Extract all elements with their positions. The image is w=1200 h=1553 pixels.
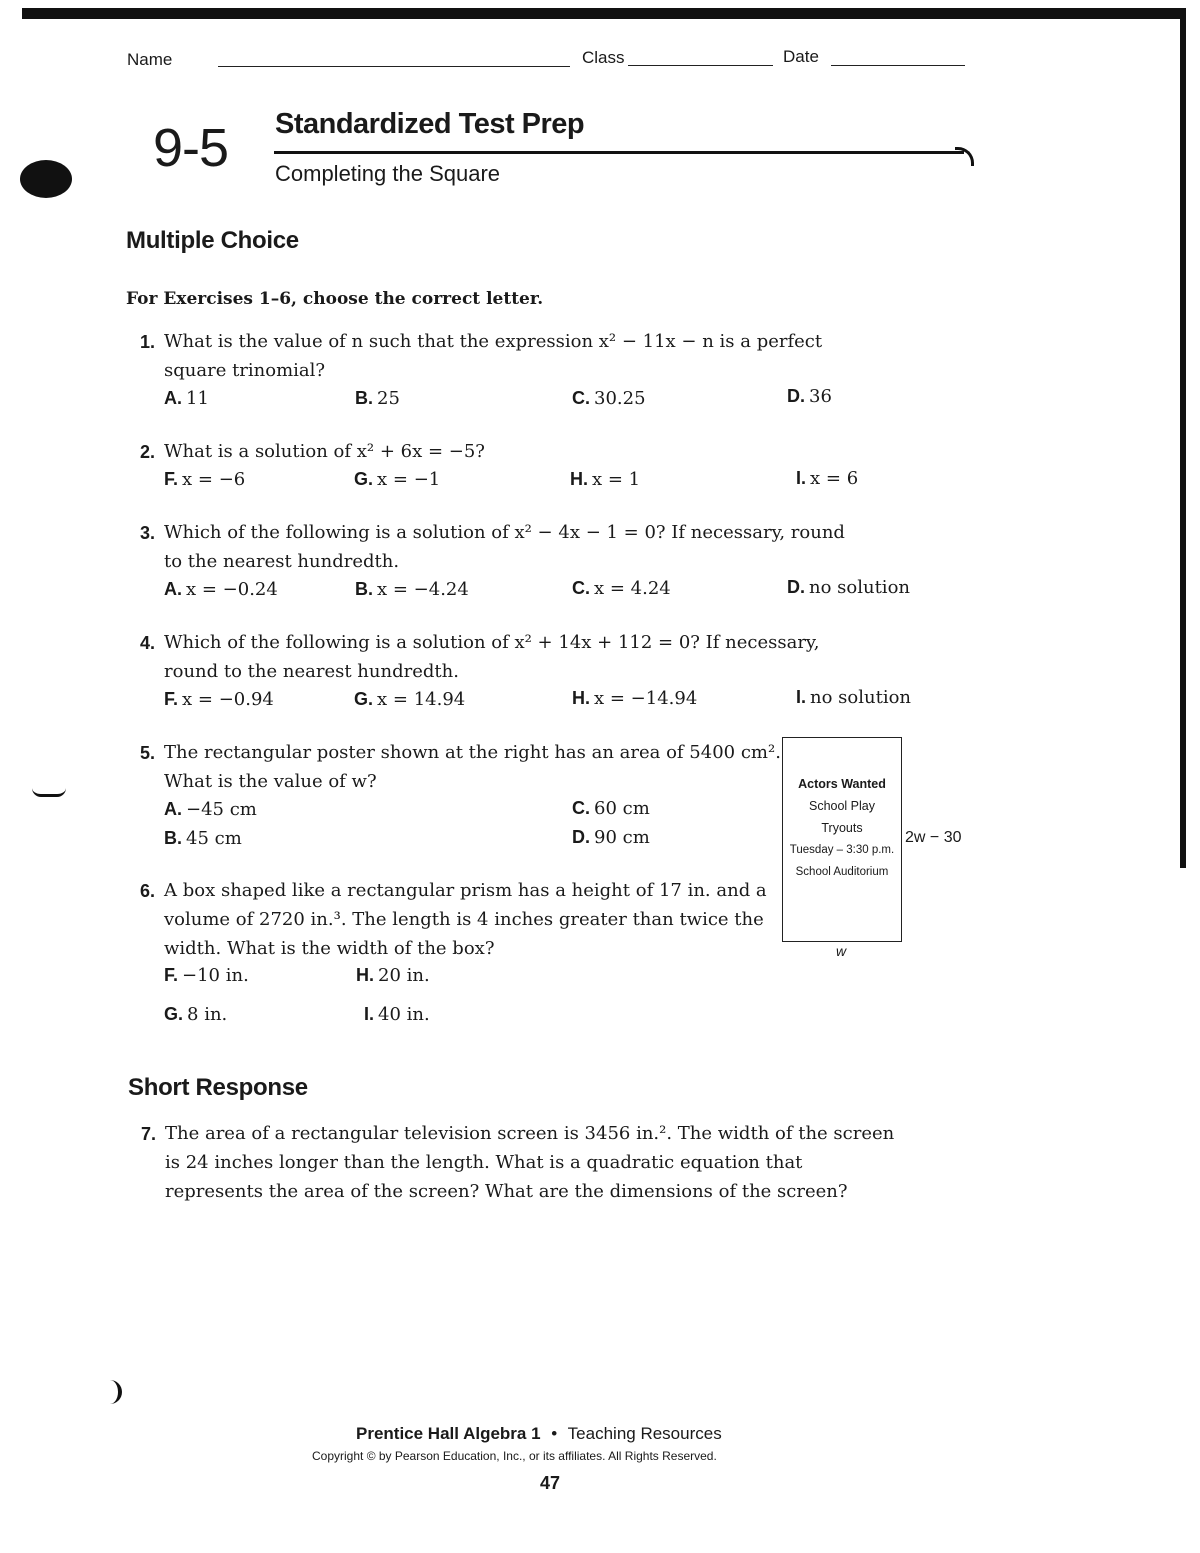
binder-hole-top [20, 160, 72, 198]
footer-resource: Teaching Resources [567, 1424, 722, 1443]
poster-width-label: w [836, 943, 847, 959]
question-4-choice-h[interactable]: H. x = −14.94 [572, 688, 698, 709]
question-1-choice-a[interactable]: A. 11 [164, 388, 209, 409]
poster-line-1: Actors Wanted [798, 777, 886, 791]
question-3-choice-a[interactable]: A. x = −0.24 [164, 579, 278, 600]
footer-copyright: Copyright © by Pearson Education, Inc., or its affiliates. All Rights Reserved. [312, 1449, 717, 1463]
class-label: Class [582, 48, 625, 67]
date-field[interactable] [831, 65, 965, 66]
question-7-line-1: The area of a rectangular television screen is 3456 in.². The width of the screen [165, 1123, 895, 1144]
poster-line-5: School Auditorium [795, 866, 889, 878]
question-6-number: 6. [140, 881, 156, 901]
title-rule-curve [955, 147, 974, 166]
poster-line-4: Tuesday – 3:30 p.m. [789, 844, 895, 856]
poster-figure [782, 737, 902, 942]
question-6-choice-g[interactable]: G. 8 in. [164, 1004, 228, 1025]
question-4-line-2: round to the nearest hundredth. [164, 661, 459, 682]
question-1-choice-c[interactable]: C. 30.25 [572, 388, 646, 409]
multiple-choice-heading: Multiple Choice [126, 227, 299, 254]
question-7-line-3: represents the area of the screen? What are the dimensions of the screen? [165, 1181, 848, 1202]
question-4-text [164, 628, 819, 686]
question-6-line-3: width. What is the width of the box? [164, 938, 495, 959]
poster-line-3: Tryouts [821, 821, 863, 835]
question-5-line-1: The rectangular poster shown at the right has an area of 5400 cm². [164, 742, 781, 763]
question-4-choice-i[interactable]: I. no solution [796, 687, 912, 708]
question-4-choice-g[interactable]: G. x = 14.94 [354, 689, 466, 710]
question-6-text [164, 876, 767, 963]
date-label: Date [783, 47, 819, 66]
question-7-number: 7. [141, 1124, 157, 1144]
question-3-number: 3. [140, 523, 156, 543]
footer-bullet: • [551, 1424, 558, 1443]
question-5-choice-d[interactable]: D. 90 cm [572, 827, 650, 848]
question-7-line-2: is 24 inches longer than the length. What is a quadratic equation that [165, 1152, 803, 1173]
question-5-number: 5. [140, 743, 156, 763]
question-5-choice-c[interactable]: C. 60 cm [572, 798, 650, 819]
question-1-line-1: What is the value of n such that the expression x² − 11x − n is a perfect [164, 331, 823, 352]
page-number: 47 [540, 1473, 561, 1493]
scan-top-border [22, 8, 1182, 19]
question-7-text [165, 1119, 894, 1206]
question-4-choice-f[interactable]: F. x = −0.94 [164, 689, 274, 710]
question-4-number: 4. [140, 633, 156, 653]
question-2-choice-f[interactable]: F. x = −6 [164, 469, 246, 490]
question-2-choice-h[interactable]: H. x = 1 [570, 469, 641, 490]
question-3-choice-d[interactable]: D. no solution [787, 577, 910, 598]
question-1-number: 1. [140, 332, 156, 352]
instructions: For Exercises 1–6, choose the correct letter. [126, 289, 544, 309]
question-1-choice-d[interactable]: D. 36 [787, 386, 832, 407]
question-5-choice-b[interactable]: B. 45 cm [164, 828, 242, 849]
question-3-line-2: to the nearest hundredth. [164, 551, 400, 572]
question-1-line-2: square trinomial? [164, 360, 326, 381]
name-field[interactable] [218, 66, 570, 67]
question-2-choice-i[interactable]: I. x = 6 [796, 468, 859, 489]
question-2-number: 2. [140, 442, 156, 462]
question-4-line-1: Which of the following is a solution of x² + 14x + 112 = 0? If necessary, [164, 632, 820, 653]
question-2-choice-g[interactable]: G. x = −1 [354, 469, 441, 490]
question-5-line-2: What is the value of w? [164, 771, 377, 792]
title-rule [274, 151, 964, 154]
question-6-line-2: volume of 2720 in.³. The length is 4 inches greater than twice the [164, 909, 764, 930]
lesson-title: Standardized Test Prep [275, 108, 585, 140]
question-1-text [164, 327, 822, 385]
question-3-text [164, 518, 845, 576]
question-6-choice-f[interactable]: F. −10 in. [164, 965, 249, 986]
class-field[interactable] [628, 65, 773, 66]
scan-right-border [1180, 8, 1186, 868]
question-6-line-1: A box shaped like a rectangular prism has a height of 17 in. and a [164, 880, 767, 901]
footer-book: Prentice Hall Algebra 1 [356, 1424, 541, 1443]
footer-title [356, 1424, 722, 1444]
binder-hole-bottom [108, 1380, 122, 1404]
short-response-heading: Short Response [128, 1074, 308, 1101]
question-3-line-1: Which of the following is a solution of x² − 4x − 1 = 0? If necessary, round [164, 522, 845, 543]
question-6-choice-i[interactable]: I. 40 in. [364, 1004, 430, 1025]
question-2-text [164, 437, 485, 466]
question-3-choice-c[interactable]: C. x = 4.24 [572, 578, 671, 599]
question-5-text [164, 738, 781, 796]
question-6-choice-h[interactable]: H. 20 in. [356, 965, 430, 986]
name-label: Name [127, 50, 173, 69]
binder-hole-middle [32, 788, 66, 797]
lesson-subtitle: Completing the Square [275, 161, 501, 186]
question-2-line-1: What is a solution of x² + 6x = −5? [164, 441, 485, 462]
lesson-number: 9-5 [153, 118, 229, 178]
question-5-choice-a[interactable]: A. −45 cm [164, 799, 257, 820]
poster-line-2: School Play [808, 799, 875, 813]
question-1-choice-b[interactable]: B. 25 [355, 388, 400, 409]
question-3-choice-b[interactable]: B. x = −4.24 [355, 579, 469, 600]
poster-height-label: 2w − 30 [905, 829, 962, 846]
